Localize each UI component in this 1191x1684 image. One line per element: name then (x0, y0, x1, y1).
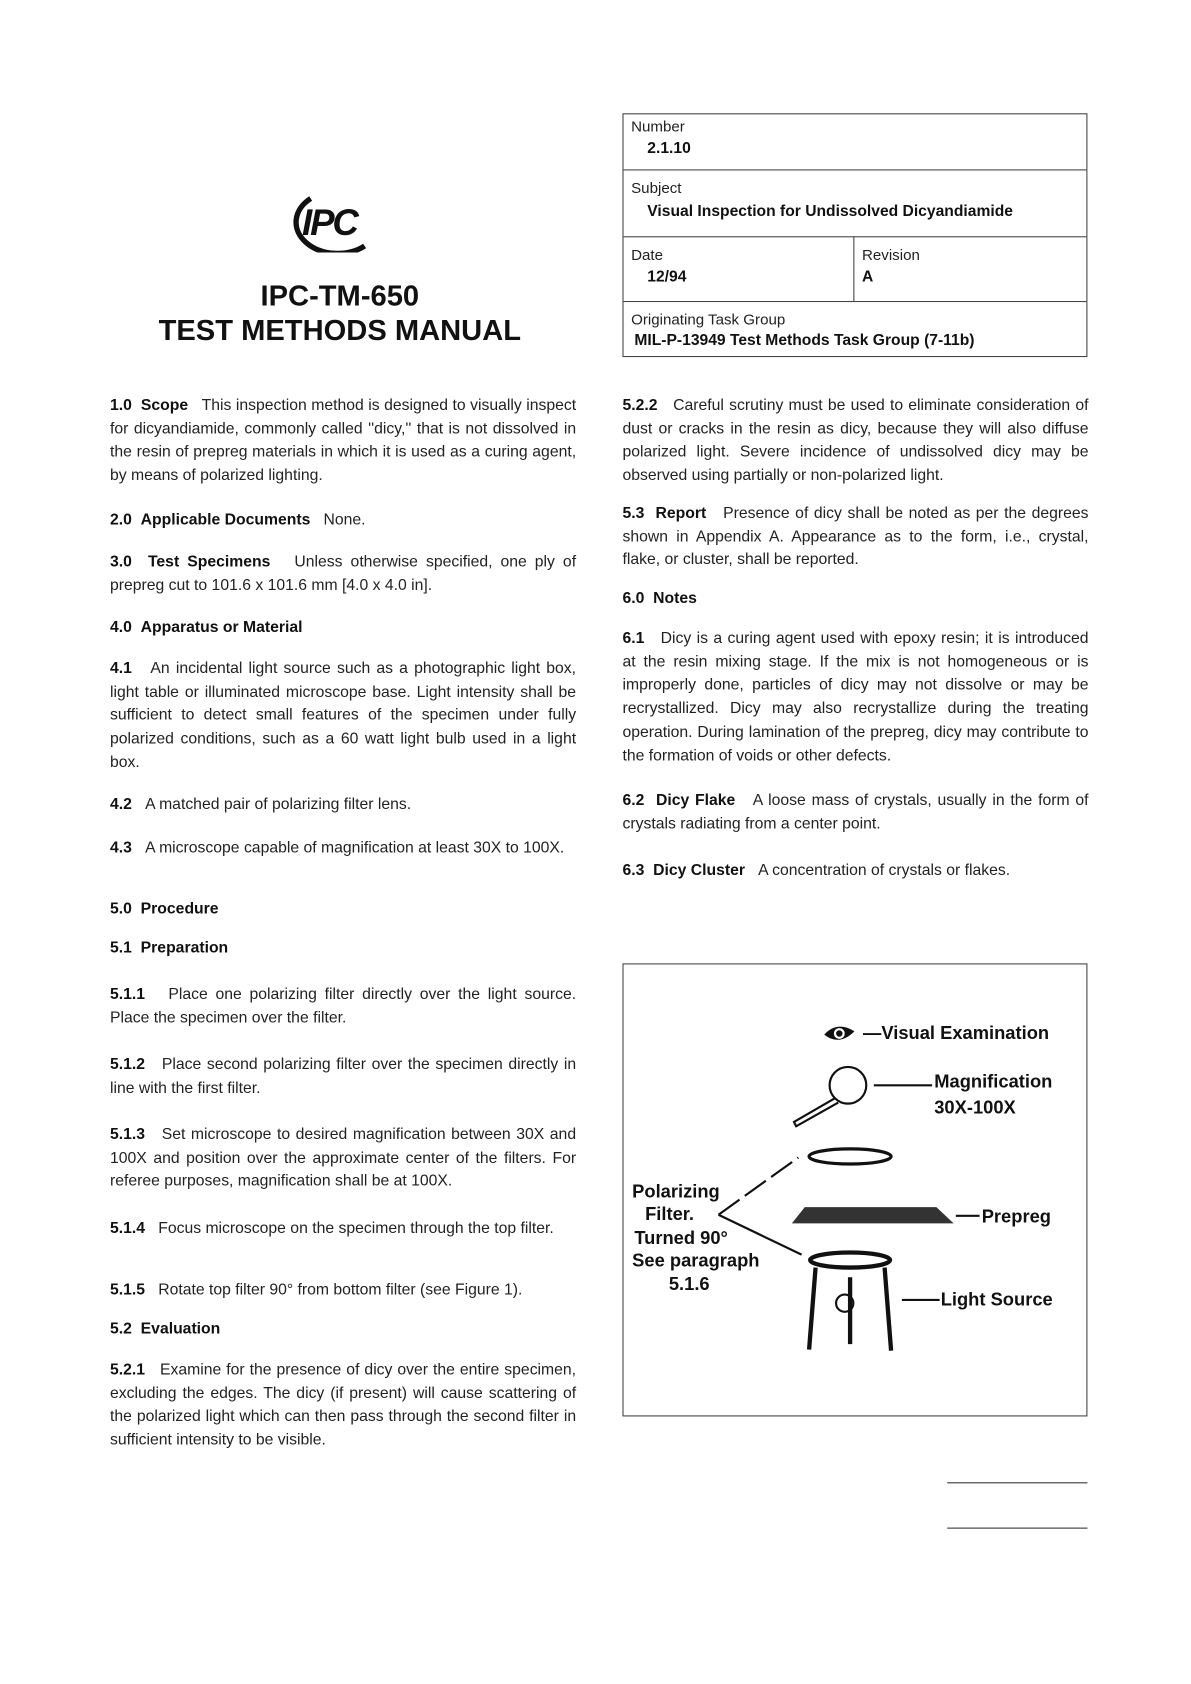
section-number: 5.1.5 (110, 1281, 146, 1299)
section-4-0 (110, 617, 576, 640)
figure-1-diagram (622, 963, 1087, 1416)
section-text: A loose mass of crystals, usually in the form of crystals radiating from a center point. (622, 791, 1089, 833)
section-number: 5.1.3 (110, 1126, 146, 1144)
section-text: A microscope capable of magnification at least 30X to 100X. (145, 839, 565, 857)
filter-pointer-lines (718, 1158, 801, 1255)
revision-label: Revision (861, 245, 920, 264)
section-6-0 (622, 588, 1088, 611)
section-title: Preparation (140, 939, 229, 957)
section-text: An incidental light source such as a photographic light box, light table or illuminated microscope base. Light intensity shall be sufficient to detect small features of the specimen under fully polarized conditions, such as a 60 watt light bulb used in a light box. (110, 660, 577, 772)
section-text: Focus microscope on the specimen through the top filter. (158, 1220, 554, 1238)
section-number: 5.0 (110, 900, 132, 919)
section-title: Dicy Cluster (653, 861, 745, 880)
section-text: Place one polarizing filter directly over the light source. Place the specimen over the filter. (110, 986, 577, 1027)
magnification-label: Magnification (934, 1070, 1053, 1092)
section-text: None. (323, 511, 366, 529)
section-4-1 (110, 658, 576, 775)
section-5-1-4 (110, 1218, 576, 1241)
subject-label: Subject (631, 179, 682, 197)
section-text: Presence of dicy shall be noted as per the degrees shown in Appendix A. Appearance as to the form, i.e., crystal, flake, or cluster, shall be reported. (622, 504, 1089, 569)
light-source-stand (809, 1268, 891, 1351)
section-number: 3.0 (110, 553, 132, 571)
svg-text:Polarizing: Polarizing (632, 1180, 720, 1202)
section-text: Unless otherwise specified, one ply of prepreg cut to 101.6 x 101.6 mm [4.0 x 4.0 in]. (110, 553, 577, 595)
section-number: 6.0 (622, 590, 645, 608)
number-label: Number (631, 117, 685, 135)
section-number: 5.1 (110, 939, 132, 957)
section-5-1 (110, 937, 576, 960)
eye-icon (824, 1027, 854, 1040)
section-4-3 (110, 837, 576, 860)
prepreg-sheet (792, 1207, 954, 1223)
revision-value: A (861, 268, 874, 286)
section-number: 6.3 (622, 861, 645, 880)
magnifier-icon (794, 1067, 932, 1126)
section-6-1 (622, 628, 1088, 768)
section-number: 4.0 (110, 619, 132, 637)
section-5-0 (110, 899, 576, 922)
section-text: Rotate top filter 90° from bottom filter (see Figure 1). (158, 1281, 523, 1299)
task-group-label: Originating Task Group (631, 310, 786, 328)
section-text: Careful scrutiny must be used to eliminate consideration of dust or cracks in the resin as dicy, because they will also diffuse polarized light. Severe incidence of undissolved dicy may be observed using partially or non-polarized light. (622, 396, 1089, 485)
section-title: Procedure (140, 900, 219, 919)
section-5-1-5 (110, 1279, 576, 1302)
section-5-1-3 (110, 1124, 576, 1194)
section-3-0 (110, 551, 576, 598)
magnification-range: 30X-100X (934, 1096, 1016, 1118)
number-value: 2.1.10 (647, 140, 691, 158)
section-text: Place second polarizing filter over the specimen directly in line with the first filter. (110, 1056, 577, 1097)
section-number: 4.2 (110, 796, 132, 814)
section-number: 5.2.1 (110, 1361, 146, 1379)
section-text: Dicy is a curing agent used with epoxy resin; it is introduced at the resin mixing stage. If the mix is not homogeneous or is improperly done, particles of dicy may not dissolve or may be recrystallized. Dicy may also recrystallize during the treating operation. During lamination of the prepreg, dicy may contribute to the formation of voids or other defects. (622, 630, 1089, 765)
section-number: 6.2 (622, 791, 645, 810)
section-6-3 (622, 860, 1088, 883)
section-number: 5.1.4 (110, 1220, 146, 1238)
section-4-2 (110, 794, 576, 817)
section-5-1-1 (110, 984, 576, 1031)
bottom-filter (810, 1252, 890, 1267)
section-number: 1.0 (110, 396, 132, 415)
prepreg-label: Prepreg (981, 1205, 1051, 1227)
section-title: Test Specimens (147, 553, 271, 571)
document-info-box (622, 113, 1087, 357)
section-number: 2.0 (110, 511, 132, 529)
section-5-1-2 (110, 1054, 576, 1101)
section-number: 5.1.2 (110, 1056, 146, 1074)
divider-line (947, 1528, 1087, 1529)
section-number: 5.2 (110, 1320, 132, 1338)
section-title: Apparatus or Material (140, 619, 303, 637)
section-number: 6.1 (622, 630, 645, 648)
section-title: Applicable Documents (140, 511, 311, 529)
top-filter (809, 1149, 891, 1164)
section-title: Report (655, 504, 707, 523)
section-number: 5.1.1 (110, 986, 146, 1004)
section-text: Examine for the presence of dicy over the entire specimen, excluding the edges. The dicy (if present) will cause scattering of the polarized light which can then pass through the second filter in sufficient intensity to be visible. (110, 1361, 577, 1449)
date-value: 12/94 (647, 268, 687, 286)
section-text: This inspection method is designed to visually inspect for dicyandiamide, commonly called ''dicy,'' that is not dissolved in the resin of prepreg materials in which it is used as a curing agent, by means of polarized lighting. (110, 396, 577, 485)
section-title: Notes (653, 590, 697, 608)
section-title: Dicy Flake (655, 791, 736, 810)
section-title: Scope (140, 396, 189, 415)
ipc-logo (278, 192, 397, 252)
section-number: 4.3 (110, 839, 132, 857)
section-2-0 (110, 509, 576, 532)
svg-text:IPC: IPC (302, 202, 357, 244)
section-5-2 (110, 1318, 576, 1341)
visual-examination-label: —Visual Examination (863, 1021, 1050, 1043)
section-text: Set microscope to desired magnification between 30X and 100X and position over the approximate center of the filters. For referee purposes, magnification shall be at 100X. (110, 1126, 577, 1191)
section-number: 5.2.2 (622, 396, 658, 415)
light-source-label: Light Source (940, 1288, 1053, 1310)
polarizing-filter-label (632, 1180, 759, 1294)
subject-value: Visual Inspection for Undissolved Dicyandiamide (647, 202, 1013, 221)
svg-text:5.1.6: 5.1.6 (668, 1273, 710, 1295)
section-text: A matched pair of polarizing filter lens. (145, 796, 412, 814)
section-text: A concentration of crystals or flakes. (758, 861, 1011, 880)
section-6-2 (622, 790, 1088, 837)
section-1-0 (110, 395, 576, 489)
svg-text:Turned 90°: Turned 90° (634, 1226, 728, 1248)
section-5-2-2 (622, 395, 1088, 489)
section-5-2-1 (110, 1359, 576, 1453)
task-group-value: MIL-P-13949 Test Methods Task Group (7-11b) (634, 332, 975, 350)
section-number: 5.3 (622, 504, 645, 523)
doc-code: IPC-TM-650 (260, 279, 420, 312)
manual-title: TEST METHODS MANUAL (158, 313, 522, 347)
svg-text:See paragraph: See paragraph (632, 1249, 760, 1271)
svg-text:Filter.: Filter. (645, 1203, 695, 1225)
date-label: Date (631, 245, 664, 264)
section-title: Evaluation (140, 1320, 221, 1338)
section-number: 4.1 (110, 660, 132, 678)
divider-line (947, 1482, 1087, 1483)
section-5-3 (622, 503, 1088, 573)
